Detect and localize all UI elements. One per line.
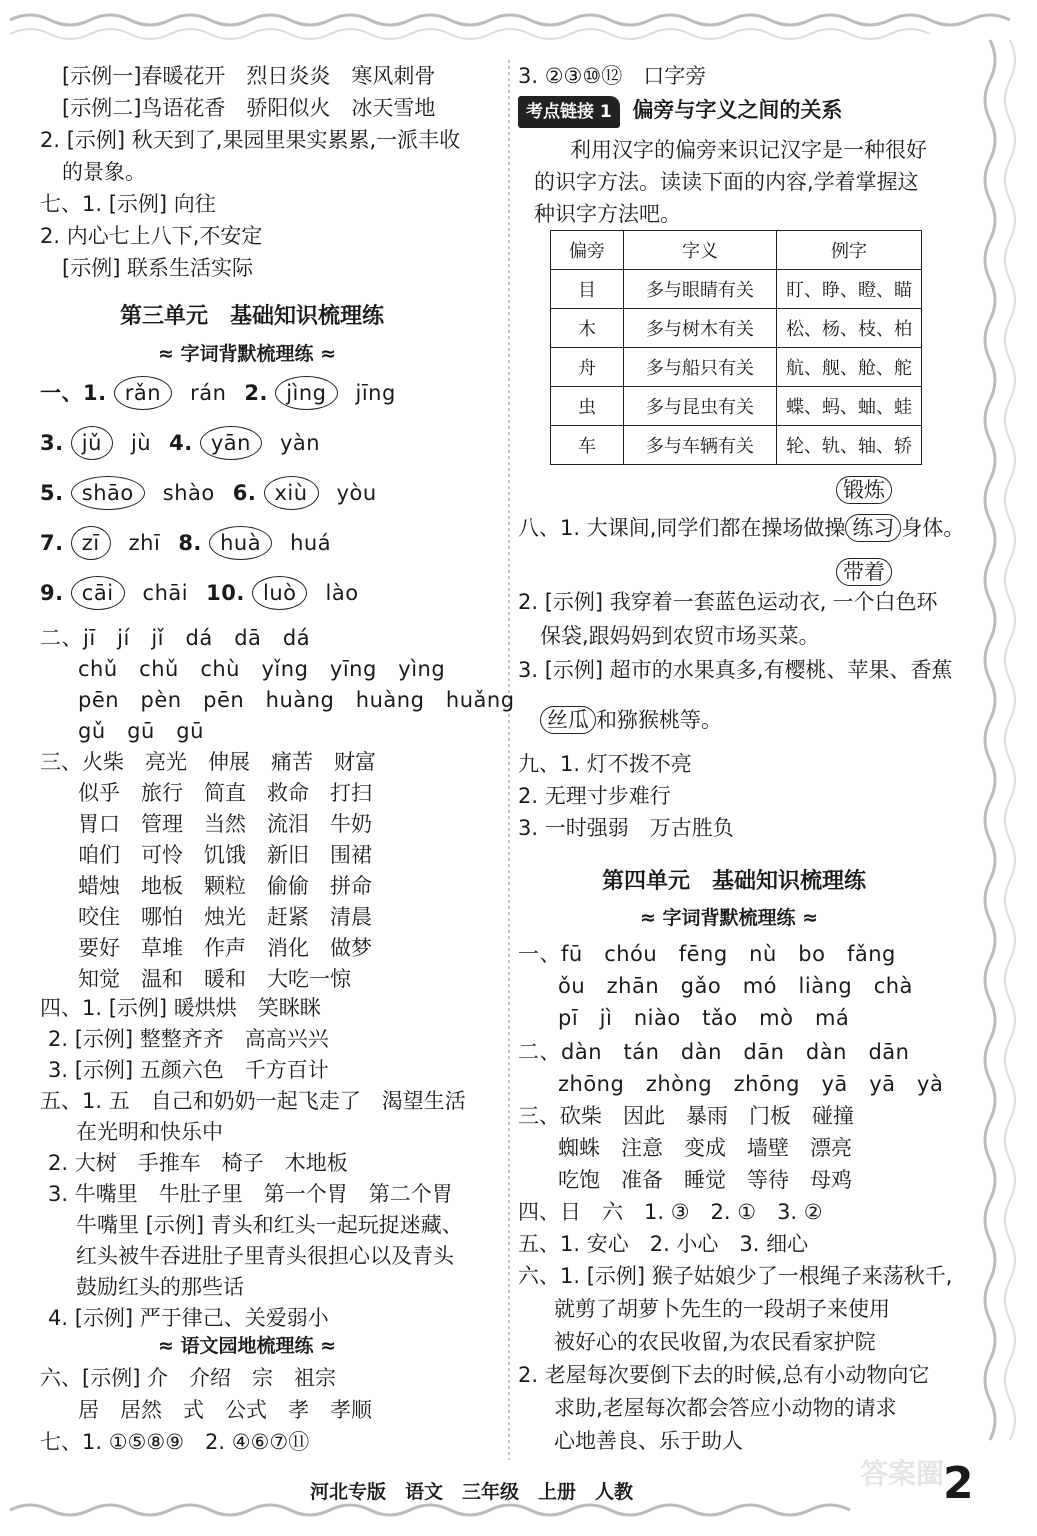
answer-text: 的景象。	[62, 160, 146, 184]
correction-note	[836, 558, 892, 586]
pinyin-option: yàn	[279, 431, 321, 455]
answer-text: 牛嘴里 [示例] 青头和红头一起玩捉迷藏、	[76, 1213, 463, 1237]
answer-text: 被好心的农民收留,为农民看家护院	[554, 1330, 876, 1354]
answer-text: 2. 无理寸步难行	[518, 784, 671, 808]
pinyin-option: jīng	[355, 381, 396, 405]
answer-text: 在光明和快乐中	[76, 1120, 223, 1144]
circled-pinyin: shāo	[71, 476, 145, 510]
table-cell: 多与船只有关	[624, 348, 777, 387]
answer-text: 鼓励红头的那些话	[76, 1275, 244, 1299]
answer-text: 居 居然 式 公式 孝 孝顺	[78, 1398, 372, 1422]
answer-text: 3. [示例] 五颜六色 千方百计	[48, 1058, 329, 1082]
table-cell: 多与眼睛有关	[624, 270, 777, 309]
pinyin-option: zhī	[128, 531, 161, 555]
pinyin-row	[40, 426, 320, 460]
answer-text: 和猕猴桃等。	[596, 708, 722, 732]
table-cell: 航、舰、舱、舵	[777, 348, 922, 387]
table-cell: 松、杨、枝、柏	[777, 309, 922, 348]
table-cell: 多与树木有关	[624, 309, 777, 348]
answer-text: 胃口 管理 当然 流泪 牛奶	[78, 812, 372, 836]
answer-text: 七、1. [示例] 向往	[40, 192, 216, 216]
item-number: 2.	[244, 381, 268, 405]
answer-text: 心地善良、乐于助人	[554, 1429, 743, 1453]
pinyin-option: chāi	[142, 581, 189, 605]
table-cell: 多与昆虫有关	[624, 387, 777, 426]
answer-text: 七、1. ①⑤⑧⑨ 2. ④⑥⑦⑪	[40, 1430, 310, 1454]
answer-text: 三、火柴 亮光 伸展 痛苦 财富	[40, 750, 376, 774]
circled-pinyin: xiù	[264, 476, 319, 510]
section-subtitle: ≈ 语文园地梳理练 ≈	[158, 1335, 337, 1357]
table-row	[551, 426, 922, 465]
table-row	[551, 309, 922, 348]
table-cell: 盯、睁、瞪、瞄	[777, 270, 922, 309]
item-number: 10.	[206, 581, 245, 605]
table-cell: 轮、轨、轴、轿	[777, 426, 922, 465]
table-cell: 舟	[551, 348, 624, 387]
answer-text: 蜡烛 地板 颗粒 偷偷 拼命	[78, 874, 372, 898]
intro-text: 种识字方法吧。	[534, 202, 681, 226]
answer-text	[518, 514, 964, 542]
answer-text: zhōng zhòng zhōng yā yā yà	[558, 1072, 944, 1096]
circled-pinyin: huà	[209, 526, 272, 560]
answer-text: 红头被牛吞进肚子里青头很担心以及青头	[76, 1244, 454, 1268]
table-cell: 木	[551, 309, 624, 348]
table-header: 例字	[777, 231, 922, 270]
item-number: 9.	[40, 581, 64, 605]
answer-text: 咬住 哪怕 烛光 赶紧 清晨	[78, 905, 372, 929]
answer-text: 五、1. 安心 2. 小心 3. 细心	[518, 1232, 809, 1256]
pinyin-row	[40, 476, 377, 510]
answer-text: 一、fū chóu fēng nù bo fǎng	[518, 942, 896, 966]
section-subtitle: ≈ 字词背默梳理练 ≈	[158, 343, 337, 365]
answer-text: 2. [示例] 我穿着一套蓝色运动衣,	[518, 590, 827, 614]
item-number: 4.	[169, 431, 193, 455]
circled-word: 丝瓜	[540, 706, 596, 734]
answer-text: 六、1. [示例] 猴子姑娘少了一根绳子来荡秋千,	[518, 1264, 953, 1288]
answer-text: 知觉 温和 暖和 大吃一惊	[78, 967, 351, 991]
answer-text: 二、dàn tán dàn dān dàn dān	[518, 1040, 910, 1064]
table-cell: 虫	[551, 387, 624, 426]
pinyin-option: jù	[130, 431, 152, 455]
item-number: 5.	[40, 481, 64, 505]
section-subtitle: ≈ 字词背默梳理练 ≈	[640, 907, 819, 929]
intro-text: 的识字方法。读读下面的内容,学着掌握这	[534, 170, 919, 194]
watermark-logo: 答案圈	[860, 1457, 945, 1490]
table-cell: 蝶、蚂、蚰、蛙	[777, 387, 922, 426]
circled-pinyin: zī	[71, 526, 111, 560]
circled-word: 练习	[845, 514, 901, 542]
circled-pinyin: jǔ	[71, 426, 113, 460]
table-header-row	[551, 231, 922, 270]
unit3-title: 第三单元 基础知识梳理练	[120, 304, 385, 329]
intro-text: 利用汉字的偏旁来识记汉字是一种很好	[570, 138, 927, 162]
answer-text: 六、[示例] 介 介绍 宗 祖宗	[40, 1366, 337, 1390]
answer-text: 似乎 旅行 简直 救命 打扫	[78, 781, 372, 805]
table-row	[551, 348, 922, 387]
circled-pinyin: rǎn	[114, 376, 172, 410]
item-number: 6.	[232, 481, 257, 505]
answer-text: 要好 草堆 作声 消化 做梦	[78, 936, 372, 960]
unit4-title: 第四单元 基础知识梳理练	[602, 869, 867, 894]
answer-text: 2. [示例] 秋天到了,果园里果实累累,一派丰收	[40, 128, 461, 152]
item-number: 3.	[40, 431, 64, 455]
table-header: 字义	[624, 231, 777, 270]
item-number: 7.	[40, 531, 64, 555]
example-two: [示例二]鸟语花香 骄阳似火 冰天雪地	[62, 96, 436, 120]
pinyin-option: huá	[290, 531, 332, 555]
table-header: 偏旁	[551, 231, 624, 270]
answer-text: 蜘蛛 注意 变成 墙壁 漂亮	[558, 1136, 852, 1160]
answer-text: gǔ gū gū	[78, 719, 204, 743]
pinyin-option: yòu	[336, 481, 377, 505]
knowledge-link-header	[518, 96, 842, 128]
knowledge-link-title: 偏旁与字义之间的关系	[632, 98, 843, 122]
radical-table	[550, 230, 922, 465]
answer-text: 3. 一时强弱 万古胜负	[518, 816, 734, 840]
answer-text: 就剪了胡萝卜先生的一段胡子来使用	[554, 1297, 890, 1321]
pinyin-row	[40, 376, 396, 410]
item-number: 一、1.	[40, 381, 107, 405]
answer-text: 求助,老屋每次都会答应小动物的请求	[554, 1396, 897, 1420]
answer-text: 保袋,跟妈妈到农贸市场买菜。	[540, 624, 820, 648]
answer-text: 咱们 可怜 饥饿 新旧 围裙	[78, 843, 372, 867]
pinyin-row	[40, 576, 359, 610]
answer-text: 身体。	[901, 516, 965, 540]
answer-text: 3. ②③⑩⑫ 口字旁	[518, 64, 707, 88]
answer-text: 4. [示例] 严于律己、关爱弱小	[48, 1306, 329, 1330]
answer-text: 三、砍柴 因此 暴雨 门板 碰撞	[518, 1104, 854, 1128]
pinyin-option: lào	[325, 581, 359, 605]
example-one: [示例一]春暖花开 烈日炎炎 寒风刺骨	[62, 64, 436, 88]
pinyin-option: shào	[162, 481, 215, 505]
answer-text: 五、1. 五 自己和奶奶一起飞走了 渴望生活	[40, 1089, 466, 1113]
answer-text: 一个白色环	[832, 590, 938, 614]
circled-pinyin: cāi	[71, 576, 125, 610]
answer-text: ǒu zhān gǎo mó liàng chà	[558, 974, 913, 998]
correction-note	[836, 476, 892, 504]
circled-pinyin: yān	[200, 426, 262, 460]
knowledge-link-badge: 考点链接 1	[518, 96, 620, 128]
table-cell: 多与车辆有关	[624, 426, 777, 465]
correction-word: 锻炼	[836, 476, 892, 504]
page-number: 2	[943, 1458, 974, 1509]
table-row	[551, 387, 922, 426]
answer-text: 吃饱 准备 睡觉 等待 母鸡	[558, 1168, 852, 1192]
table-cell: 目	[551, 270, 624, 309]
answer-text: pēn pèn pēn huàng huàng huǎng	[78, 688, 515, 712]
answer-text: [示例] 联系生活实际	[62, 256, 254, 280]
answer-text: 3. [示例] 超市的水果真多,有樱桃、苹果、香蕉	[518, 658, 953, 682]
answer-text: pī jì niào tǎo mò má	[558, 1006, 850, 1030]
answer-text: 2. 老屋每次要倒下去的时候,总有小动物向它	[518, 1363, 930, 1387]
pinyin-row	[40, 526, 331, 560]
circled-pinyin: luò	[252, 576, 308, 610]
answer-text: chǔ chǔ chù yǐng yīng yìng	[78, 657, 446, 681]
page-footer: 河北专版 语文 三年级 上册 人教	[310, 1481, 634, 1503]
answer-text: 九、1. 灯不拨不亮	[518, 752, 692, 776]
answer-text	[518, 588, 937, 616]
circled-pinyin: jìng	[275, 376, 337, 410]
table-row	[551, 270, 922, 309]
answer-text: 2. 内心七上八下,不安定	[40, 224, 263, 248]
table-cell: 车	[551, 426, 624, 465]
correction-word: 带着	[836, 558, 892, 586]
answer-text: 八、1. 大课间,同学们都在操场做操	[518, 516, 846, 540]
answer-text: 2. 大树 手推车 椅子 木地板	[48, 1151, 348, 1175]
answer-text: 四、1. [示例] 暖烘烘 笑眯眯	[40, 996, 321, 1020]
answer-text	[540, 706, 722, 734]
answer-text: 3. 牛嘴里 牛肚子里 第一个胃 第二个胃	[48, 1182, 453, 1206]
pinyin-option: rán	[190, 381, 227, 405]
answer-text: 2. [示例] 整整齐齐 高高兴兴	[48, 1027, 329, 1051]
item-number: 8.	[178, 531, 202, 555]
answer-text: 四、日 六 1. ③ 2. ① 3. ②	[518, 1200, 823, 1224]
answer-text: 二、jī jí jǐ dá dā dá	[40, 626, 311, 650]
